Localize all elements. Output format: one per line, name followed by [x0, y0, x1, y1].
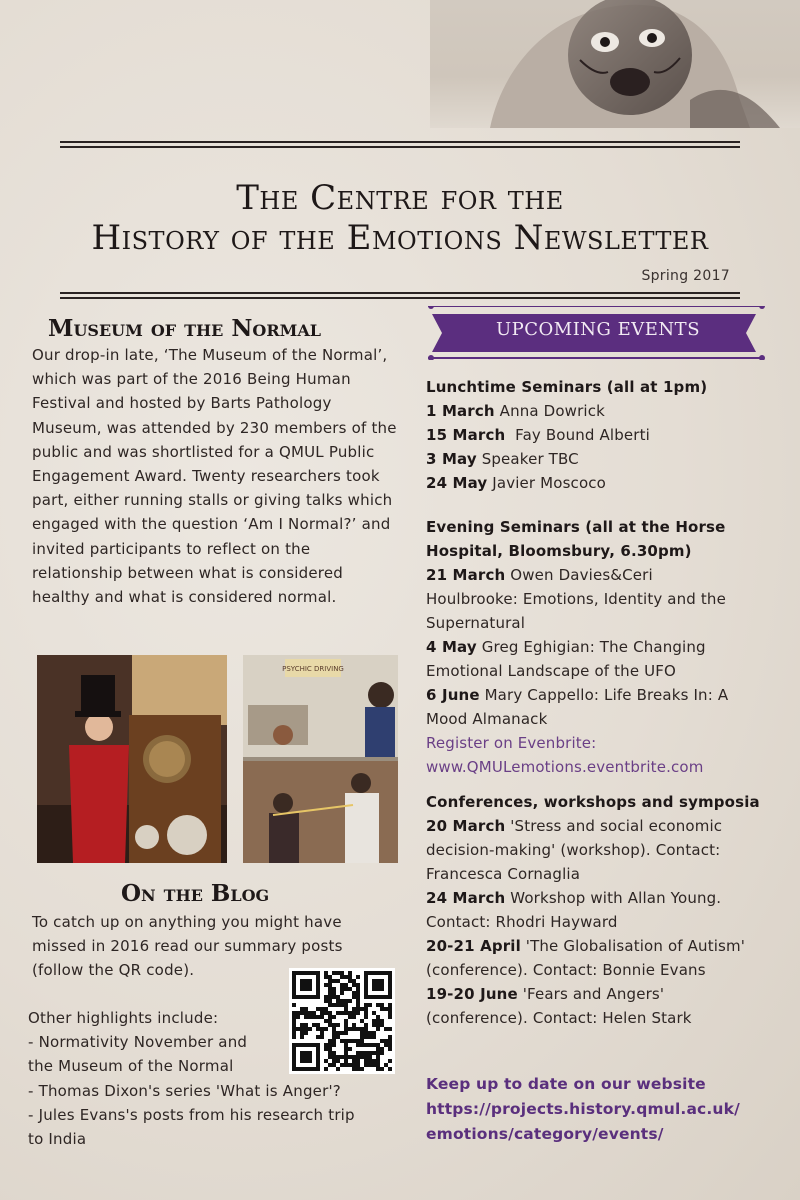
conference-item: [426, 886, 776, 910]
header-rule-top: [60, 141, 740, 148]
event-date: 24 May: [426, 474, 488, 492]
event-text: (conference). Contact: Helen Stark: [426, 1009, 692, 1027]
conferences-heading: Conferences, workshops and symposia: [426, 793, 760, 811]
event-text: Mood Almanack: [426, 710, 548, 728]
event-text: 'The Globalisation of Autism': [520, 937, 746, 955]
evening-heading-line1: Evening Seminars (all at the Horse: [426, 518, 726, 536]
conference-item: [426, 934, 776, 958]
event-date: 21 March: [426, 566, 506, 584]
highlight-line: - Thomas Dixon's series 'What is Anger'?: [28, 1081, 341, 1100]
blog-intro-line: (follow the QR code).: [32, 961, 195, 980]
eventbrite-link[interactable]: www.QMULemotions.eventbrite.com: [426, 758, 704, 776]
lunchtime-item: [426, 471, 776, 495]
evening-seminars: [426, 515, 776, 779]
event-speaker: Anna Dowrick: [494, 402, 605, 420]
lunchtime-item: [426, 399, 776, 423]
blog-intro-line: missed in 2016 read our summary posts: [32, 937, 343, 956]
event-text: Emotional Landscape of the UFO: [426, 662, 677, 680]
event-date: 20-21 April: [426, 937, 521, 955]
event-text: (conference). Contact: Bonnie Evans: [426, 961, 706, 979]
event-text: decision-making' (workshop). Contact:: [426, 841, 721, 859]
event-date: 4 May: [426, 638, 477, 656]
conference-item: [426, 814, 776, 838]
evening-item: [426, 635, 776, 659]
header-illustration: [430, 0, 800, 128]
evening-item: [426, 563, 776, 587]
museum-heading: Museum of the Normal: [48, 315, 321, 342]
highlight-line: - Normativity November and: [28, 1033, 248, 1052]
evening-item: [426, 683, 776, 707]
museum-text: Our drop-in late, ‘The Museum of the Normal’, which was part of the 2016 Being Human Festival and hosted by Barts Pathology Museum, was attended by 230 members of the public and was shortlisted for a QMUL Public Engagement Award. Twenty researchers took part, either running stalls or giving talks which engaged with the question ‘Am I Normal?’ and invited participants to reflect on the relationship between what is considered healthy and what is considered normal.: [32, 346, 397, 607]
museum-photo-visitors: [243, 655, 398, 863]
highlight-line: - Jules Evans's posts from his research trip: [28, 1105, 355, 1124]
event-text: Owen Davies&Ceri: [505, 566, 653, 584]
event-speaker: Speaker TBC: [476, 450, 579, 468]
website-link-line1[interactable]: https://projects.history.qmul.ac.uk/: [426, 1100, 740, 1118]
event-speaker: Fay Bound Alberti: [505, 426, 650, 444]
event-speaker: Javier Moscoco: [487, 474, 606, 492]
event-text: Mary Cappello: Life Breaks In: A: [479, 686, 729, 704]
lunchtime-item: [426, 423, 776, 447]
event-text: Supernatural: [426, 614, 526, 632]
museum-photo-performer: [37, 655, 227, 863]
psychic-driving-sign: PSYCHIC DRIVING: [282, 665, 344, 673]
event-text: Greg Eghigian: The Changing: [476, 638, 706, 656]
conferences: [426, 790, 776, 1030]
event-date: 19-20 June: [426, 985, 518, 1003]
newsletter-title-line2: History of the Emotions Newsletter: [91, 218, 709, 258]
event-text: 'Fears and Angers': [517, 985, 665, 1003]
event-text: Workshop with Allan Young.: [505, 889, 722, 907]
blog-intro-line: To catch up on anything you might have: [32, 913, 342, 931]
event-text: 'Stress and social economic: [505, 817, 723, 835]
highlight-line: Other highlights include:: [28, 1009, 219, 1027]
header-rule-bottom: [60, 292, 740, 299]
event-date: 24 March: [426, 889, 506, 907]
lunchtime-heading: Lunchtime Seminars (all at 1pm): [426, 378, 708, 396]
conference-item: [426, 982, 776, 1006]
event-date: 3 May: [426, 450, 477, 468]
edition-label: Spring 2017: [641, 268, 730, 284]
highlight-line: to India: [28, 1130, 87, 1149]
lunchtime-seminars: [426, 375, 776, 495]
lunchtime-item: [426, 447, 776, 471]
newsletter-title-line1: The Centre for the: [236, 178, 564, 218]
event-date: 20 March: [426, 817, 506, 835]
website-label: Keep up to date on our website: [426, 1075, 706, 1093]
blog-heading: On the Blog: [121, 880, 270, 907]
highlight-line: the Museum of the Normal: [28, 1057, 234, 1076]
qr-code[interactable]: [289, 968, 395, 1074]
evening-heading-line2: Hospital, Bloomsbury, 6.30pm): [426, 542, 692, 560]
event-text: Contact: Rhodri Hayward: [426, 913, 618, 931]
event-text: Houlbrooke: Emotions, Identity and the: [426, 590, 726, 608]
event-date: 6 June: [426, 686, 480, 704]
event-text: Francesca Cornaglia: [426, 865, 581, 883]
website-block: [426, 1072, 776, 1147]
event-date: 1 March: [426, 402, 495, 420]
event-date: 15 March: [426, 426, 506, 444]
museum-article: [32, 343, 400, 609]
register-label: Register on Evenbrite:: [426, 734, 597, 752]
upcoming-events-title: UPCOMING EVENTS: [495, 319, 701, 340]
website-link-line2[interactable]: emotions/category/events/: [426, 1125, 664, 1143]
